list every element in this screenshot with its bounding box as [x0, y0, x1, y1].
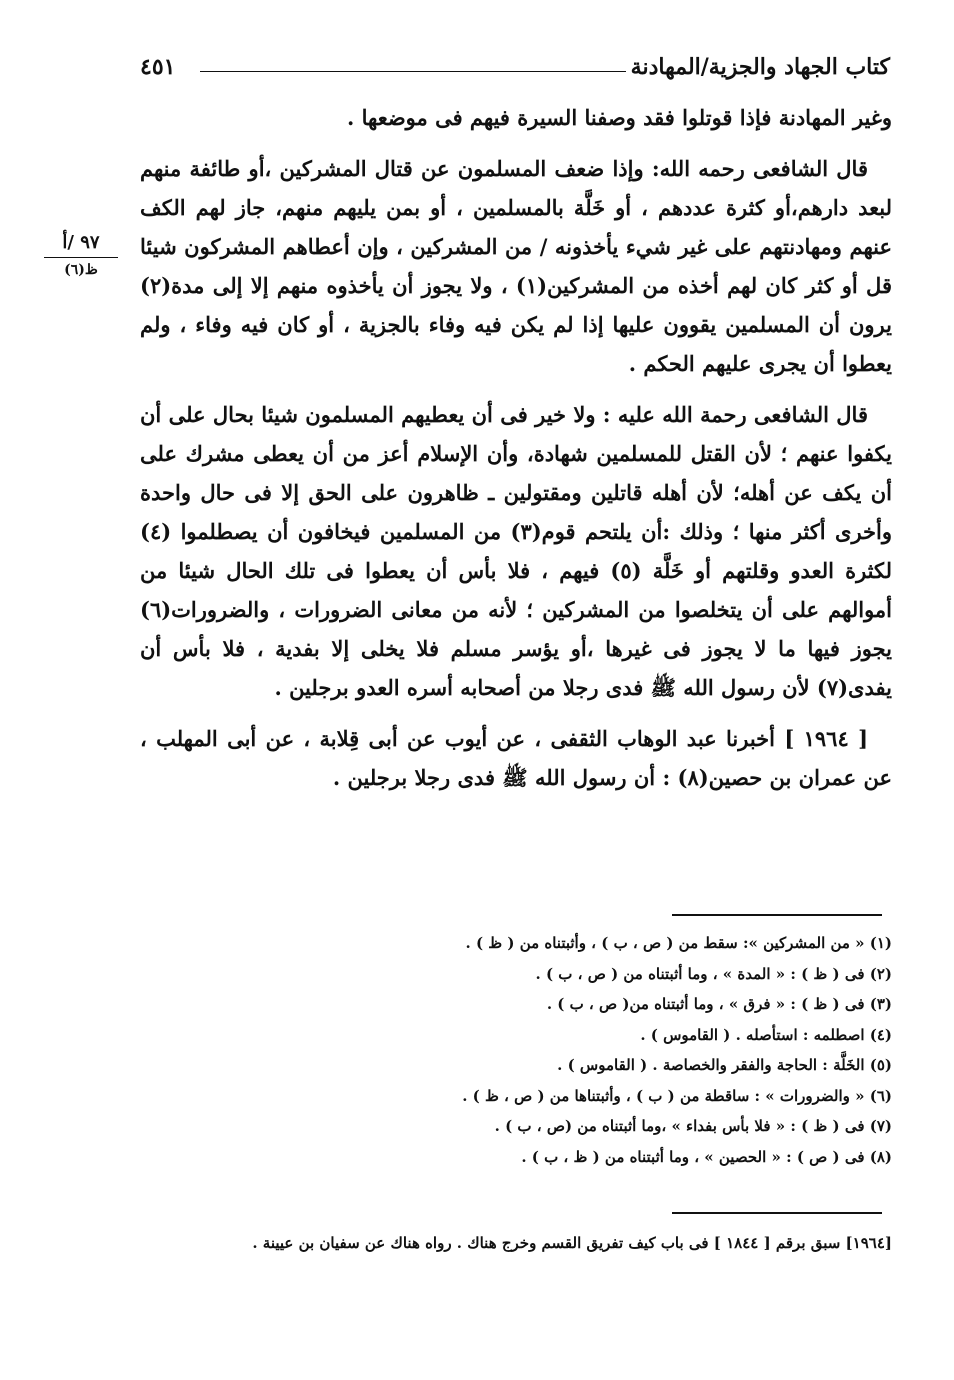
paragraph-shafii-truce: قال الشافعى رحمه الله: وإذا ضعف المسلمون عن قتال المشركين ،أو طائفة منهم لبعد دارهم،أو كثرة عددهم ، أو خَلَّة بالمسلمين ، أو بمن يليهم منهم، جاز لهم الكف عنهم ومهادنتهم على غير شيء يأخذونه / من المشركين ، وإن أعطاهم المشركون شيئا قل أو كثر كان لهم أخذه من المشركين(١) ، ولا يجوز أن يأخذوه منهم إلا إلى مدة(٢) يرون أن المسلمين يقوون عليها إذا لم يكن فيه وفاء بالجزية ، أو كان فيه وفاء ، ولم يعطوا أن يجرى عليهم الحكم .: [140, 156, 892, 376]
footnote-item: (٣) فى ( ظ ) : « فرق » ، وما أثبتناه من( ص ، ب ) .: [546, 995, 892, 1013]
header-rule: [200, 71, 626, 72]
margin-folio-top: ٩٧ /أ: [62, 232, 100, 253]
margin-folio-note: [38, 232, 124, 278]
margin-folio-rule: [44, 257, 118, 258]
footnote-item: (٤) اصطلمه : استأصله . ( القاموس ) .: [640, 1025, 892, 1044]
margin-folio-bottom: ظ(٦): [64, 262, 98, 278]
hadith-1964: [ ١٩٦٤ ] أخبرنا عبد الوهاب الثقفى ، عن أيوب عن أبى قِلابة ، عن أبى المهلب ، عن عمران بن حصين(٨) : أن رسول الله ﷺ فدى رجلا برجلين .: [140, 726, 892, 790]
footnote-item: (٨) فى ( ص ) : « الحصين » ، وما أثبتناه من ( ظ ، ب ) .: [521, 1147, 892, 1166]
footnotes: [140, 928, 892, 1172]
footnote-item: (١) « من المشركين »: سقط من ( ص ، ب ) ، وأثبتناه من ( ظ ) .: [465, 934, 892, 952]
footnote-item: (٧) فى ( ظ ) : « فلا بأس بفداء » ،وما أثبتناه من (ص ، ب ) .: [494, 1117, 892, 1135]
footnote-item: (٢) فى ( ظ ) : « المدة » ، وما أثبتناه من ( ص ، ب ) .: [535, 964, 892, 983]
paragraph-continuation: وغير المهادنة فإذا قوتلوا فقد وصفنا السيرة فيهم فى موضعها .: [347, 105, 892, 130]
running-header: [140, 50, 890, 90]
main-text: [140, 98, 892, 809]
paragraph-shafii-payment: قال الشافعى رحمة الله عليه : ولا خير فى أن يعطيهم المسلمون شيئا بحال على أن يكفوا عنهم ؛ لأن القتل للمسلمين شهادة، وأن الإسلام أعز من أن يعطى مشرك على أن يكف عن أهله؛ لأن أهله قاتلين ومقتولين ـ ظاهرون على الحق إلا فى حال واحدة وأخرى أكثر منها ؛ وذلك :أن يلتحم قوم(٣) من المسلمين فيخافون أن يصطلموا (٤) لكثرة العدو وقلتهم أو خَلَّة (٥) فيهم ، فلا بأس أن يعطوا فى تلك الحال شيئا من أموالهم على أن يتخلصوا من المشركين ؛ لأنه من معانى الضرورات ، والضرورات(٦) يجوز فيها ما لا يجوز فى غيرها ،أو يؤسر مسلم فلا يخلى إلا بفدية ، فلا بأس أن يفدى(٧) لأن رسول الله ﷺ فدى رجلا من أصحابه أسره العدو برجلين .: [140, 402, 893, 700]
header-title: كتاب الجهاد والجزية/المهادنة: [630, 54, 890, 80]
takhrij-separator: [672, 1212, 882, 1214]
footnote-item: (٦) « والضرورات » : ساقطة من ( ب ) ، وأثبتناها من ( ص ، ظ ) .: [462, 1086, 892, 1105]
footnote-separator: [672, 914, 882, 916]
page-number: ٤٥١: [140, 54, 176, 80]
takhrij-note: [١٩٦٤] سبق برقم [ ١٨٤٤ ] فى باب كيف تفريق القسم وخرج هناك . رواه هناك عن سفيان بن عيينة .: [252, 1234, 892, 1252]
footnote-item: (٥) الخَلَّة : الحاجة والفقر والخصاصة . ( القاموس ) .: [557, 1056, 892, 1074]
